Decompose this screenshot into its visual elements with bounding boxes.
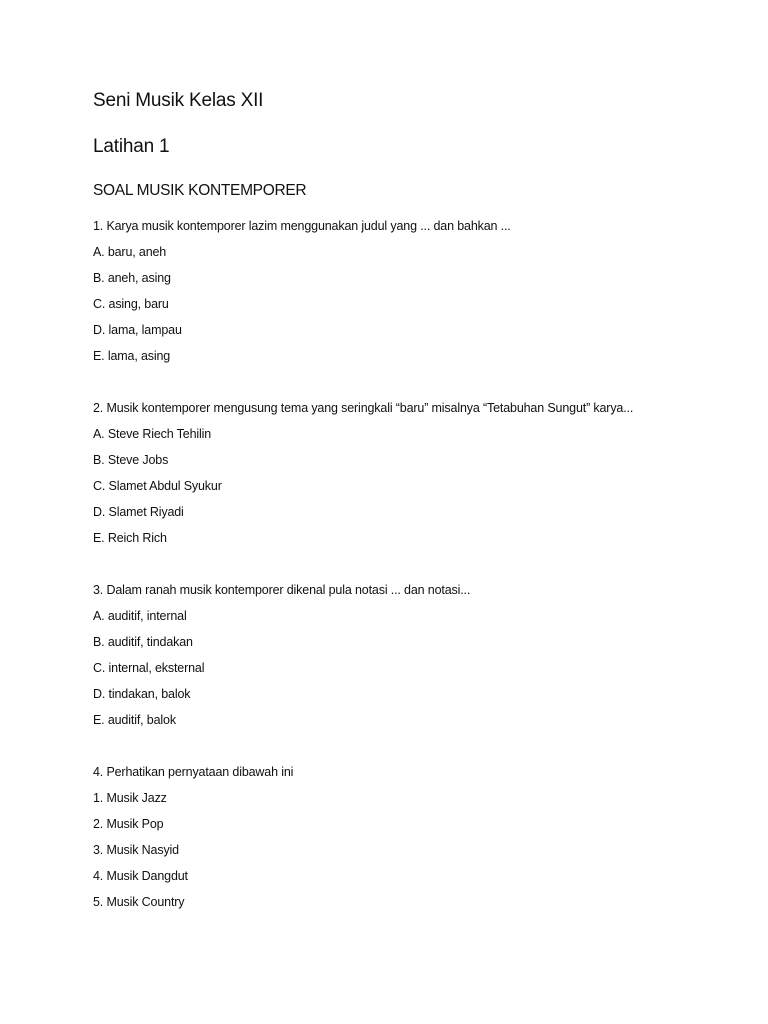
answer-option: B. aneh, asing	[93, 271, 171, 285]
question-text: 1. Karya musik kontemporer lazim menggunakan judul yang ... dan bahkan ...	[93, 219, 511, 233]
answer-option: A. Steve Riech Tehilin	[93, 427, 212, 441]
list-item: 4. Musik Dangdut	[93, 869, 188, 883]
answer-option: A. auditif, internal	[93, 609, 187, 623]
answer-option: C. Slamet Abdul Syukur	[93, 479, 222, 493]
list-item: 1. Musik Jazz	[93, 791, 167, 805]
answer-option: E. lama, asing	[93, 349, 171, 363]
answer-option: B. Steve Jobs	[93, 453, 169, 467]
answer-option: C. internal, eksternal	[93, 661, 205, 675]
question-text: 2. Musik kontemporer mengusung tema yang seringkali “baru” misalnya “Tetabuhan Sungut” karya...	[93, 401, 634, 415]
question-3	[93, 577, 713, 733]
document-title: Seni Musik Kelas XII	[93, 90, 264, 111]
question-2	[93, 395, 713, 551]
question-4	[93, 759, 713, 915]
exercise-title: Latihan 1	[93, 136, 170, 157]
question-text: 3. Dalam ranah musik kontemporer dikenal pula notasi ... dan notasi...	[93, 583, 471, 597]
answer-option: D. tindakan, balok	[93, 687, 191, 701]
question-1	[93, 213, 713, 369]
answer-option: B. auditif, tindakan	[93, 635, 193, 649]
question-text: 4. Perhatikan pernyataan dibawah ini	[93, 765, 294, 779]
document-content	[93, 86, 713, 915]
answer-option: C. asing, baru	[93, 297, 169, 311]
answer-option: D. Slamet Riyadi	[93, 505, 184, 519]
list-item: 5. Musik Country	[93, 895, 185, 909]
answer-option: D. lama, lampau	[93, 323, 182, 337]
list-item: 3. Musik Nasyid	[93, 843, 179, 857]
section-heading: SOAL MUSIK KONTEMPORER	[93, 182, 307, 199]
answer-option: A. baru, aneh	[93, 245, 167, 259]
list-item: 2. Musik Pop	[93, 817, 164, 831]
question-list	[93, 213, 713, 915]
answer-option: E. Reich Rich	[93, 531, 167, 545]
answer-option: E. auditif, balok	[93, 713, 176, 727]
